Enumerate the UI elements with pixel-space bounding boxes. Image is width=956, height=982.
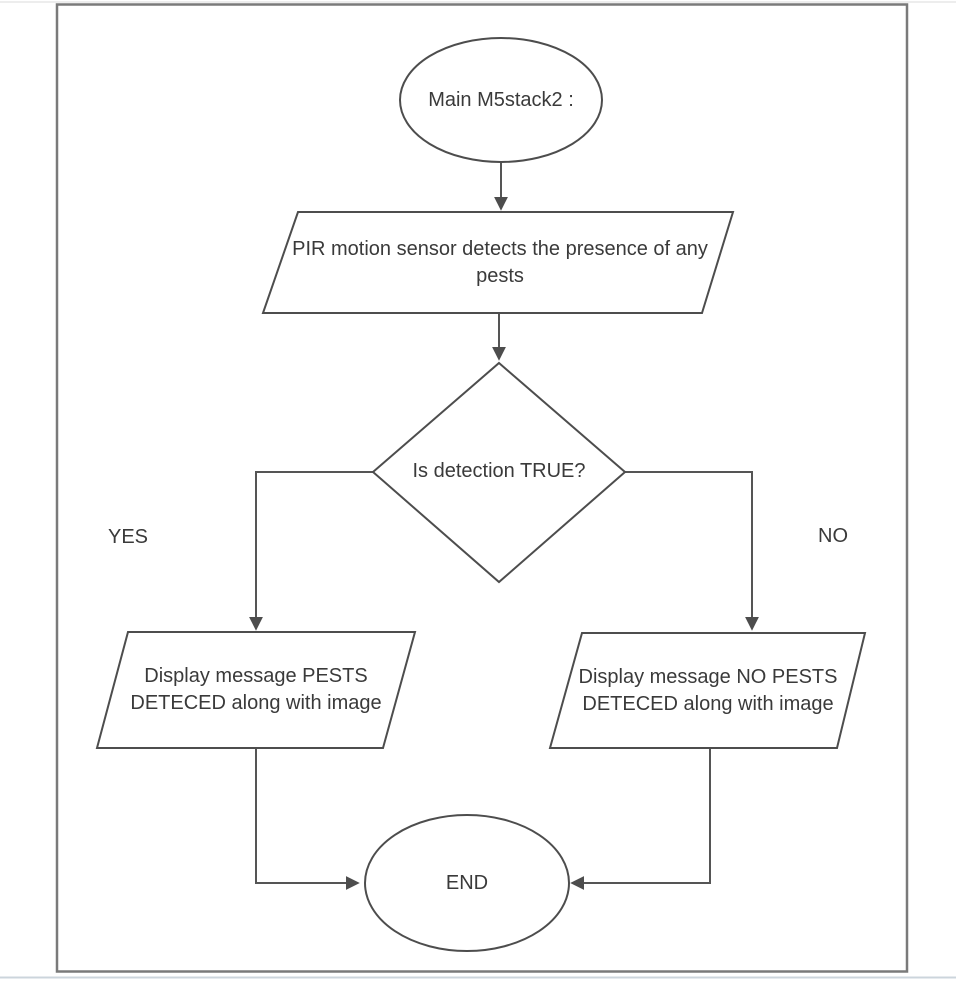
display-no-pests-node-label: Display message NO PESTS DETECED along with image [578,665,838,715]
pir-input-node-label: PIR motion sensor detects the presence of any pests [292,238,708,287]
branch-label-no: NO [818,524,848,547]
edge-nopests-to-end [573,748,710,883]
display-pests-node-label: Display message PESTS DETECED along with image [130,665,382,714]
decision-node-label: Is detection TRUE? [412,459,586,482]
start-node-label: Main M5stack2 : [428,88,574,111]
end-node-label: END [445,871,489,894]
edge-pests-to-end [256,748,357,883]
edge-decision-yes [256,472,373,628]
edge-decision-no [625,472,752,628]
branch-label-yes: YES [107,525,149,548]
